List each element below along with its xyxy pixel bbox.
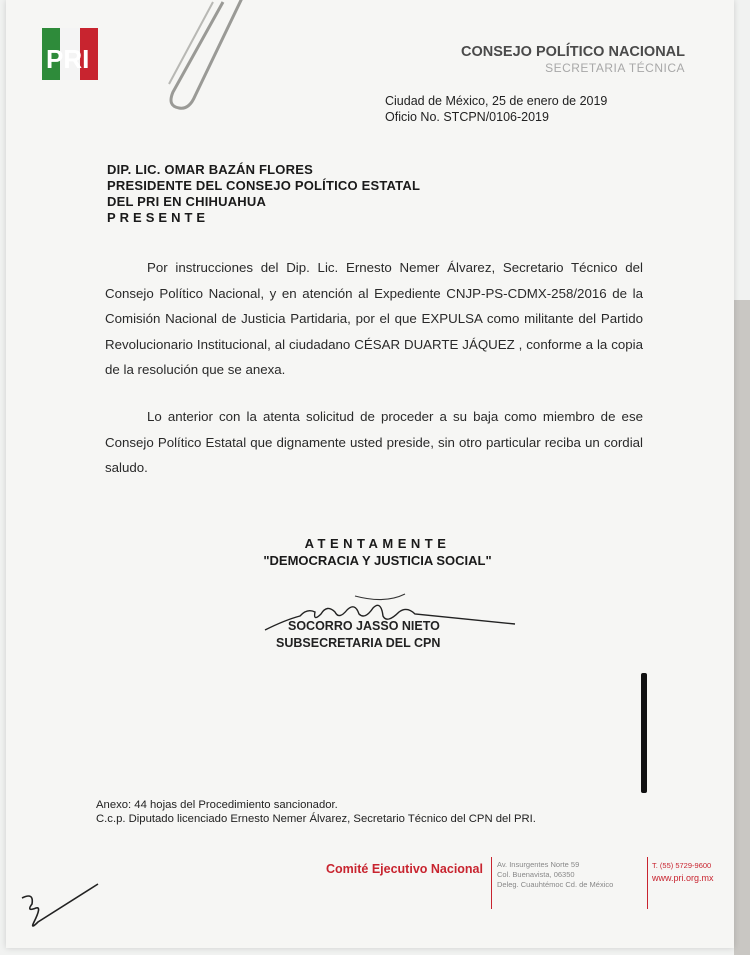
- annex-block: [96, 798, 536, 826]
- desk-background: [734, 300, 750, 955]
- signer-name: SOCORRO JASSO NIETO: [288, 619, 440, 633]
- office-number: Oficio No. STCPN/0106-2019: [385, 110, 549, 124]
- body-paragraph-2: [105, 404, 643, 481]
- redaction-mark: [641, 673, 647, 793]
- place-date: Ciudad de México, 25 de enero de 2019: [385, 94, 608, 108]
- closing-block: [240, 535, 515, 569]
- footer-address-line1: Av. Insurgentes Norte 59: [497, 860, 580, 869]
- header-dept: SECRETARIA TÉCNICA: [545, 61, 685, 75]
- addressee-line1: DIP. LIC. OMAR BAZÁN FLORES: [107, 162, 313, 177]
- addressee-block: [107, 162, 420, 226]
- footer-divider: [647, 857, 648, 909]
- paragraph2-text: Lo anterior con la atenta solicitud de proceder a su baja como miembro de ese Consejo Político Estatal que dignamente usted preside, sin otro particular reciba un cordial saludo.: [105, 409, 643, 475]
- footer-address: [497, 860, 613, 890]
- header-org: CONSEJO POLÍTICO NACIONAL: [461, 44, 685, 60]
- annex-line: Anexo: 44 hojas del Procedimiento sancionador.: [96, 799, 338, 811]
- footer-address-line2: Col. Buenavista, 06350: [497, 870, 575, 879]
- addressee-line4: PRESENTE: [107, 210, 210, 225]
- footer-web: www.pri.org.mx: [652, 873, 714, 883]
- addressee-line3: DEL PRI EN CHIHUAHUA: [107, 194, 267, 209]
- pri-logo-icon: [42, 24, 100, 84]
- paper-clip-icon: [155, 0, 275, 120]
- signer-title: SUBSECRETARIA DEL CPN: [276, 636, 441, 650]
- motto: "DEMOCRACIA Y JUSTICIA SOCIAL": [263, 553, 492, 568]
- addressee-line2: PRESIDENTE DEL CONSEJO POLÍTICO ESTATAL: [107, 178, 421, 193]
- footer-org: Comité Ejecutivo Nacional: [326, 862, 483, 876]
- salutation: ATENTAMENTE: [304, 536, 451, 551]
- footer-divider: [491, 857, 492, 909]
- body-paragraph-1: [105, 255, 643, 383]
- handwritten-mark: [8, 878, 108, 938]
- footer-address-line3: Deleg. Cuauhtémoc Cd. de México: [497, 880, 614, 889]
- footer-phone: T. (55) 5729-9600: [652, 861, 712, 870]
- logo-letter-p: PRI: [46, 44, 90, 74]
- letter-meta: [385, 93, 607, 125]
- footer-contact: [652, 860, 714, 884]
- ccp-line: C.c.p. Diputado licenciado Ernesto Nemer Álvarez, Secretario Técnico del CPN del PRI.: [96, 813, 536, 825]
- paragraph1-text: Por instrucciones del Dip. Lic. Ernesto Nemer Álvarez, Secretario Técnico del Consejo Político Nacional, y en atención al Expediente CNJP-PS-CDMX-258/2016 de la Comisión Nacional de Justicia Partidaria, por el que EXPULSA como militante del Partido Revolucionario Institucional, al ciudadano CÉSAR DUARTE JÁQUEZ , conforme a la copia de la resolución que se anexa.: [105, 260, 643, 377]
